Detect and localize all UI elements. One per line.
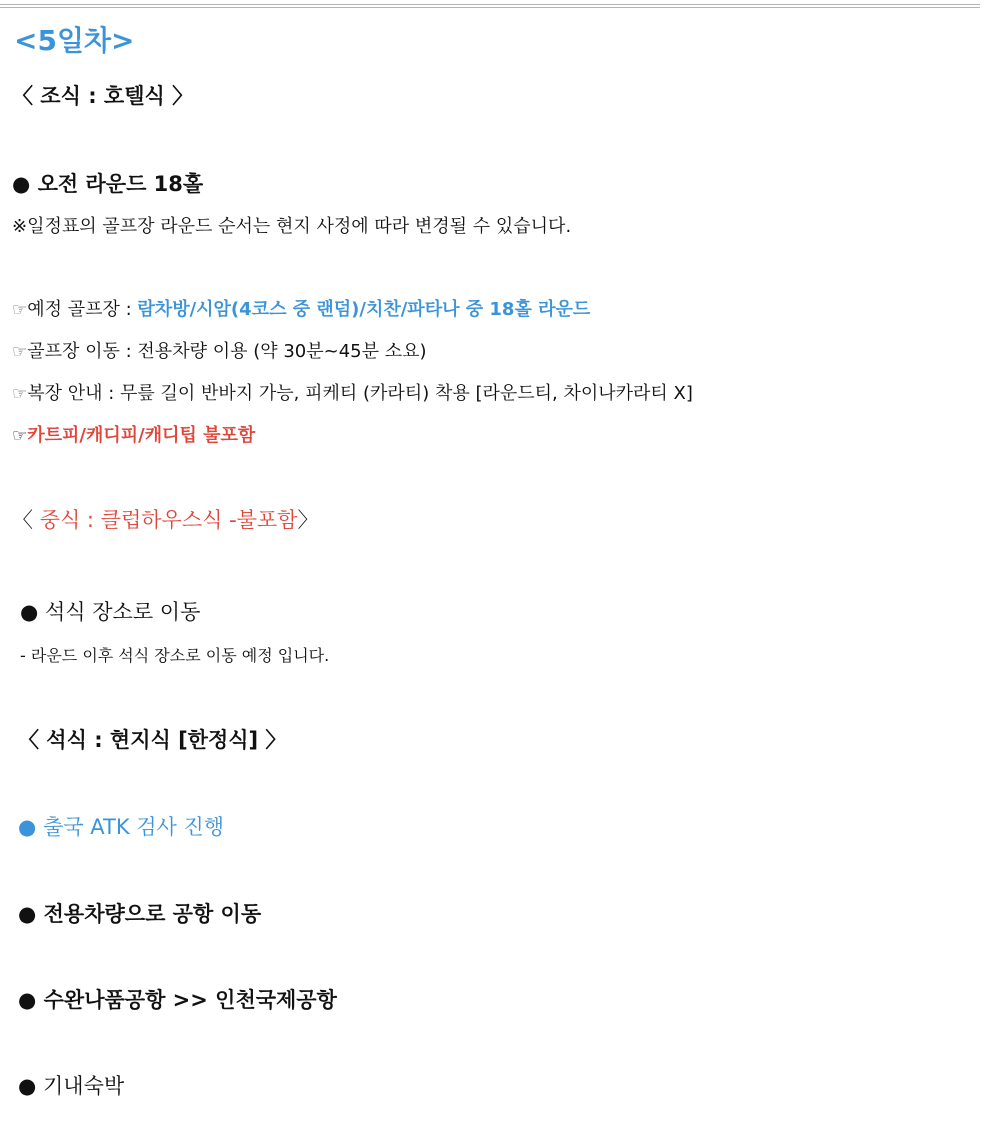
move-note: - 라운드 이후 석식 장소로 이동 예정 입니다. bbox=[20, 646, 330, 665]
lunch-text: 중식 : 클럽하우스식 -불포함 bbox=[39, 508, 298, 532]
golf-course-label: 예정 골프장 : bbox=[27, 299, 138, 320]
fees-line bbox=[12, 425, 255, 447]
golf-course-line bbox=[12, 299, 590, 321]
pointing-hand-icon: ☞ bbox=[12, 342, 28, 362]
schedule-notice: ※일정표의 골프장 라운드 순서는 현지 사정에 따라 변경될 수 있습니다. bbox=[12, 216, 572, 237]
golf-course-value: 람차방/시암(4코스 중 랜덤)/치찬/파타나 중 18홀 라운드 bbox=[137, 299, 591, 320]
atk-test-line bbox=[18, 815, 224, 840]
fees-excluded-text: 카트피/캐디피/캐디팁 불포함 bbox=[27, 425, 256, 446]
dress-code-line bbox=[12, 383, 693, 405]
lunch-bracket-close: 〉 bbox=[297, 508, 319, 532]
airport-transfer-heading: ● 전용차량으로 공항 이동 bbox=[18, 902, 262, 926]
atk-bullet: ● bbox=[18, 815, 37, 839]
top-divider bbox=[0, 4, 980, 8]
lunch-bracket-open: 〈 bbox=[12, 508, 40, 532]
pointing-hand-icon: ☞ bbox=[12, 300, 28, 320]
golf-transfer-line bbox=[12, 341, 427, 363]
dinner-heading: 〈 석식 : 현지식 [한정식] 〉 bbox=[18, 728, 287, 752]
pointing-hand-icon: ☞ bbox=[12, 426, 28, 446]
dress-code-text: 복장 안내 : 무릎 길이 반바지 가능, 피케티 (카라티) 착용 [라운드티, 차이나카라티 X] bbox=[27, 383, 693, 404]
pointing-hand-icon: ☞ bbox=[12, 384, 28, 404]
lunch-heading bbox=[12, 508, 319, 533]
morning-round-heading: ● 오전 라운드 18홀 bbox=[12, 172, 204, 196]
flight-route-heading: ● 수완나품공항 >> 인천국제공항 bbox=[18, 988, 337, 1012]
golf-transfer-text: 골프장 이동 : 전용차량 이용 (약 30분~45분 소요) bbox=[27, 341, 427, 362]
overnight-heading: ● 기내숙박 bbox=[18, 1074, 125, 1098]
breakfast-heading: 〈 조식 : 호텔식 〉 bbox=[12, 84, 194, 108]
move-to-dinner-heading: ● 석식 장소로 이동 bbox=[20, 600, 201, 624]
atk-test-text: 출국 ATK 검사 진행 bbox=[36, 815, 225, 839]
day-title: <5일차> bbox=[14, 24, 135, 57]
